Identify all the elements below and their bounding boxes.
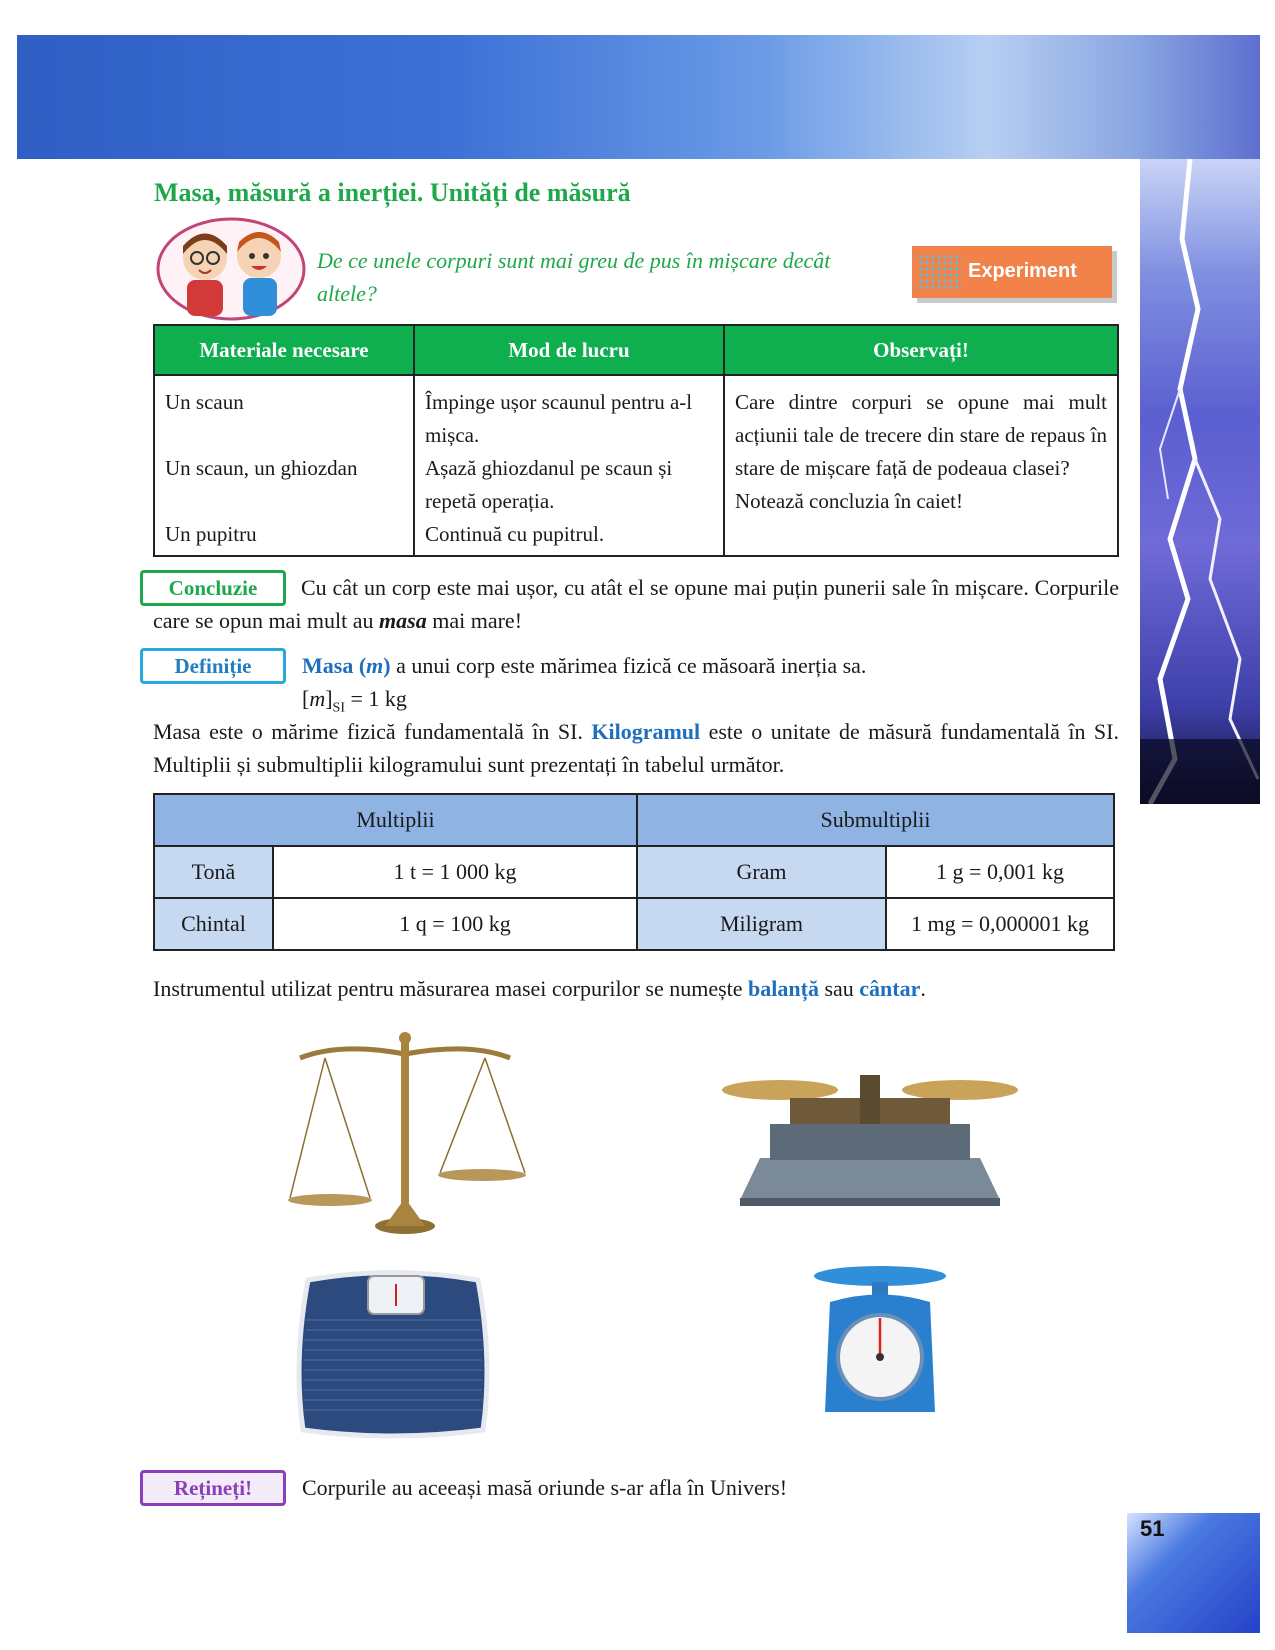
materials-cell [154,375,414,556]
unit-value: = 1 kg [345,686,407,711]
kids-illustration [155,216,307,322]
mass-text: este o unitate de măsură fundamentală în SI. Multiplii și submultiplii kilogramului sunt prezentați în tabelul următor. [153,719,1119,777]
definition-label: Definiție [140,648,286,684]
observe-cell [724,375,1118,556]
definition-term: Masa ( [302,653,367,678]
unit-formula: $[m]_{SI} = 1$ kg [302,686,407,716]
balance-scale-image [280,1028,530,1248]
observe-question: Care dintre corpuri se opune mai mult acțiunii tale de trecere din stare de repaus în stare de mișcare față de podeaua clasei? [735,390,1107,480]
unit-value: 1 q = 100 kg [273,898,637,950]
unit-name: Miligram [637,898,886,950]
submultiples-header: Submultiplii [637,794,1114,846]
header-procedure: Mod de lucru [414,325,724,375]
definition-term-close: ) [383,653,391,678]
lesson-title: Masa, măsură a inerției. Unități de măsură [154,178,631,207]
instrument-part: . [920,976,926,1001]
lightning-image [1140,159,1260,804]
conclusion-label: Concluzie [140,570,286,606]
multiples-header: Multiplii [154,794,637,846]
experiment-badge [912,246,1112,298]
kilogram-term: Kilogramul [591,719,701,744]
definition-body: a unui corp este mărimea fizică ce măsoară inerția sa. [390,653,867,678]
experiment-table [153,324,1119,557]
instrument-part: sau [818,976,860,1001]
units-table [153,793,1115,951]
procedure-step: Împinge ușor scaunul pentru a-l mișca. [425,390,693,447]
conclusion-part: mai mare! [426,608,523,633]
remember-label: Rețineți! [140,1470,286,1506]
unit-value: 1 mg = 0,000001 kg [886,898,1114,950]
mass-text: Masa este o mărime fizică fundamentală în SI. [153,719,592,744]
header-observe: Observați! [724,325,1118,375]
scale-term: cântar [859,976,921,1001]
unit-symbol: m [309,686,326,711]
kitchen-scale-image [810,1262,950,1427]
unit-name: Tonă [154,846,273,898]
guiding-question: De ce unele corpuri sunt mai greu de pus în mișcare decât altele? [317,248,831,306]
definition-symbol: m [366,653,384,678]
unit-name: Gram [637,846,886,898]
material-item: Un scaun [165,390,244,414]
instrument-text [153,972,926,1005]
instrument-part: Instrumentul utilizat pentru măsurarea masei corpurilor se numește [153,976,749,1001]
header-materials: Materiale necesare [154,325,414,375]
procedure-step: Continuă cu pupitrul. [425,522,605,546]
conclusion-emphasis: masa [379,608,427,633]
procedure-step: Așază ghiozdanul pe scaun și repetă operația. [425,456,673,513]
unit-sub: SI [332,700,345,716]
balance-term: balanță [748,976,819,1001]
observe-note: Notează concluzia în caiet! [735,489,963,513]
remember-text: Corpurile au aceeași masă oriunde s-ar afla în Univers! [302,1475,788,1500]
mass-paragraph [153,715,1119,781]
bathroom-scale-image [288,1270,498,1450]
conclusion-part: Cu cât un corp este mai ușor, cu atât el se opune mai puțin punerii sale în mișcare. Corpurile care se opun mai mult au [153,575,1119,633]
unit-name: Chintal [154,898,273,950]
experiment-label: Experiment [968,260,1077,282]
dots-pattern-icon [918,254,962,290]
procedure-cell [414,375,724,556]
unit-value: 1 t = 1 000 kg [273,846,637,898]
header-banner [17,35,1260,159]
definition-text [302,649,1102,682]
roberval-balance-image [720,1070,1020,1215]
material-item: Un scaun, un ghiozdan [165,456,358,480]
material-item: Un pupitru [165,522,257,546]
page-number: 51 [1140,1516,1165,1541]
conclusion-text [153,571,1119,637]
unit-value: 1 g = 0,001 kg [886,846,1114,898]
